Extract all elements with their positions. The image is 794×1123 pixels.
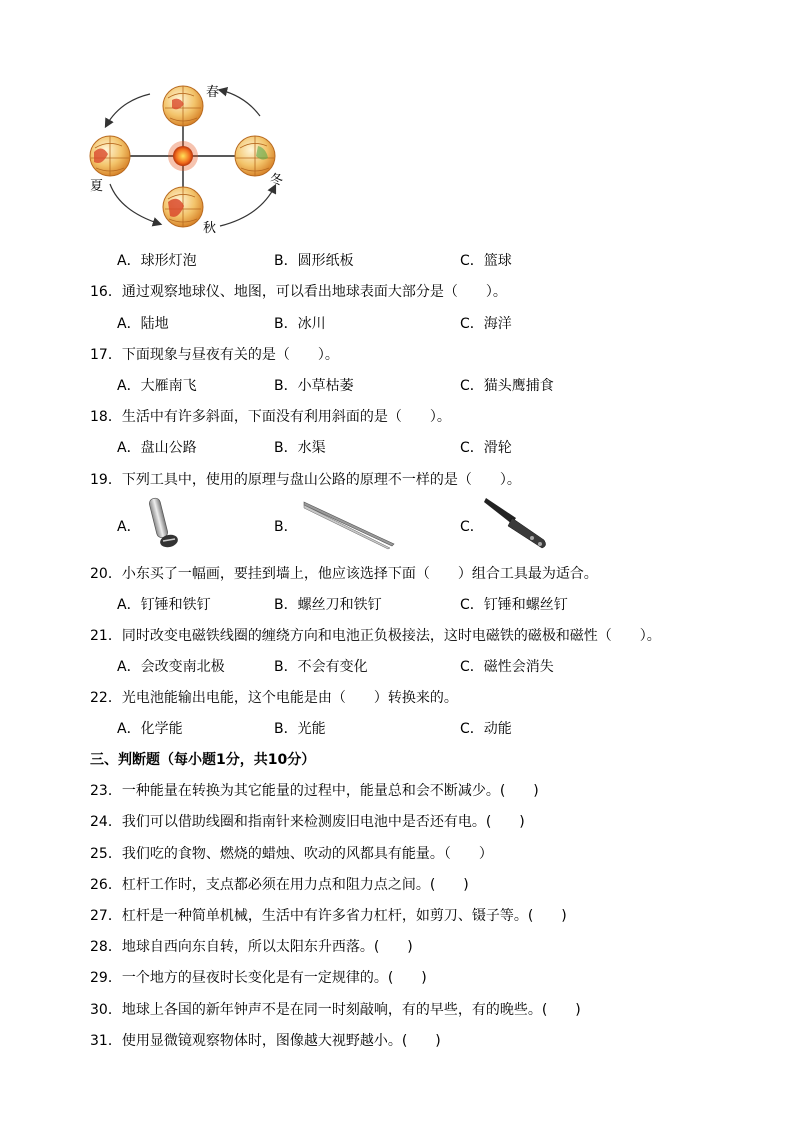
judgement-item[interactable]: 29．一个地方的昼夜时长变化是有一定规律的。( ) [90, 970, 427, 986]
q17-text: 17．下面现象与昼夜有关的是（ ）。 [90, 347, 339, 363]
screw-icon [143, 494, 183, 554]
q19-option-a[interactable] [117, 494, 217, 554]
earth-orbit-diagram [80, 76, 300, 238]
tweezers-icon [302, 500, 398, 550]
q18-option-c[interactable]: C．滑轮 [460, 440, 512, 456]
q21-option-a[interactable]: A．会改变南北极 [117, 659, 225, 675]
autumn-label: 秋 [203, 221, 217, 236]
q19-option-c-label: C． [460, 519, 484, 535]
q20-option-a[interactable]: A．钉锤和铁钉 [117, 597, 211, 613]
q18-options [117, 437, 717, 457]
q18-text: 18．生活中有许多斜面，下面没有利用斜面的是（ ）。 [90, 409, 451, 425]
section-heading: 三、判断题（每小题1分，共10分） [90, 752, 316, 768]
q22-option-a[interactable]: A．化学能 [117, 721, 183, 737]
q18-option-b[interactable]: B．水渠 [274, 440, 326, 456]
judgement-item[interactable]: 26．杠杆工作时，支点都必须在用力点和阻力点之间。( ) [90, 877, 469, 893]
q16-option-b[interactable]: B．冰川 [274, 316, 326, 332]
judgement-item[interactable]: 24．我们可以借助线圈和指南针来检测废旧电池中是否还有电。( ) [90, 814, 525, 830]
q18-option-a[interactable]: A．盘山公路 [117, 440, 197, 456]
sun-icon [168, 141, 198, 171]
q17-option-c[interactable]: C．猫头鹰捕食 [460, 378, 554, 394]
judgement-item[interactable]: 25．我们吃的食物、燃烧的蜡烛、吹动的风都具有能量。（ ） [90, 846, 493, 862]
q17-options [117, 375, 717, 395]
judgement-item[interactable]: 28．地球自西向东自转，所以太阳东升西落。( ) [90, 939, 413, 955]
q19-option-b-label: B． [274, 519, 298, 535]
q21-option-b[interactable]: B．不会有变化 [274, 659, 368, 675]
summer-label: 夏 [90, 179, 104, 194]
q19-option-a-label: A． [117, 519, 141, 535]
judgement-item[interactable]: 31．使用显微镜观察物体时，图像越大视野越小。( ) [90, 1033, 441, 1049]
q16-options [117, 313, 717, 333]
q22-option-b[interactable]: B．光能 [274, 721, 326, 737]
q15-option-a[interactable]: A．球形灯泡 [117, 253, 197, 269]
q21-options [117, 656, 717, 676]
q16-text: 16．通过观察地球仪、地图，可以看出地球表面大部分是（ ）。 [90, 284, 507, 300]
q19-option-b[interactable] [274, 494, 404, 554]
globe-icon [235, 136, 275, 176]
knife-icon [482, 494, 552, 550]
q22-options [117, 718, 717, 738]
globe-icon [90, 136, 130, 176]
q22-text: 22．光电池能输出电能，这个电能是由（ ）转换来的。 [90, 690, 458, 706]
judgement-item[interactable]: 30．地球上各国的新年钟声不是在同一时刻敲响，有的早些，有的晚些。( ) [90, 1002, 581, 1018]
q19-option-c[interactable] [460, 494, 570, 554]
judgement-item[interactable]: 23．一种能量在转换为其它能量的过程中，能量总和会不断减少。( ) [90, 783, 539, 799]
spring-label: 春 [206, 85, 220, 100]
judgement-item[interactable]: 27．杠杆是一种简单机械，生活中有许多省力杠杆，如剪刀、镊子等。( ) [90, 908, 567, 924]
q19-text: 19．下列工具中，使用的原理与盘山公路的原理不一样的是（ ）。 [90, 472, 521, 488]
globe-icon [163, 86, 203, 126]
q17-option-b[interactable]: B．小草枯萎 [274, 378, 354, 394]
q22-option-c[interactable]: C．动能 [460, 721, 512, 737]
q16-option-c[interactable]: C．海洋 [460, 316, 512, 332]
q21-text: 21．同时改变电磁铁线圈的缠绕方向和电池正负极接法，这时电磁铁的磁极和磁性（ ）。 [90, 628, 661, 644]
q16-option-a[interactable]: A．陆地 [117, 316, 169, 332]
q15-options [117, 250, 717, 270]
q17-option-a[interactable]: A．大雁南飞 [117, 378, 197, 394]
q20-option-c[interactable]: C．钉锤和螺丝钉 [460, 597, 568, 613]
winter-label: 冬 [270, 173, 284, 188]
globe-icon [163, 187, 203, 227]
q15-option-c[interactable]: C．篮球 [460, 253, 512, 269]
q15-option-b[interactable]: B．圆形纸板 [274, 253, 354, 269]
q20-text: 20．小东买了一幅画，要挂到墙上，他应该选择下面（ ）组合工具最为适合。 [90, 566, 598, 582]
q20-options [117, 594, 717, 614]
q20-option-b[interactable]: B．螺丝刀和铁钉 [274, 597, 382, 613]
q21-option-c[interactable]: C．磁性会消失 [460, 659, 554, 675]
